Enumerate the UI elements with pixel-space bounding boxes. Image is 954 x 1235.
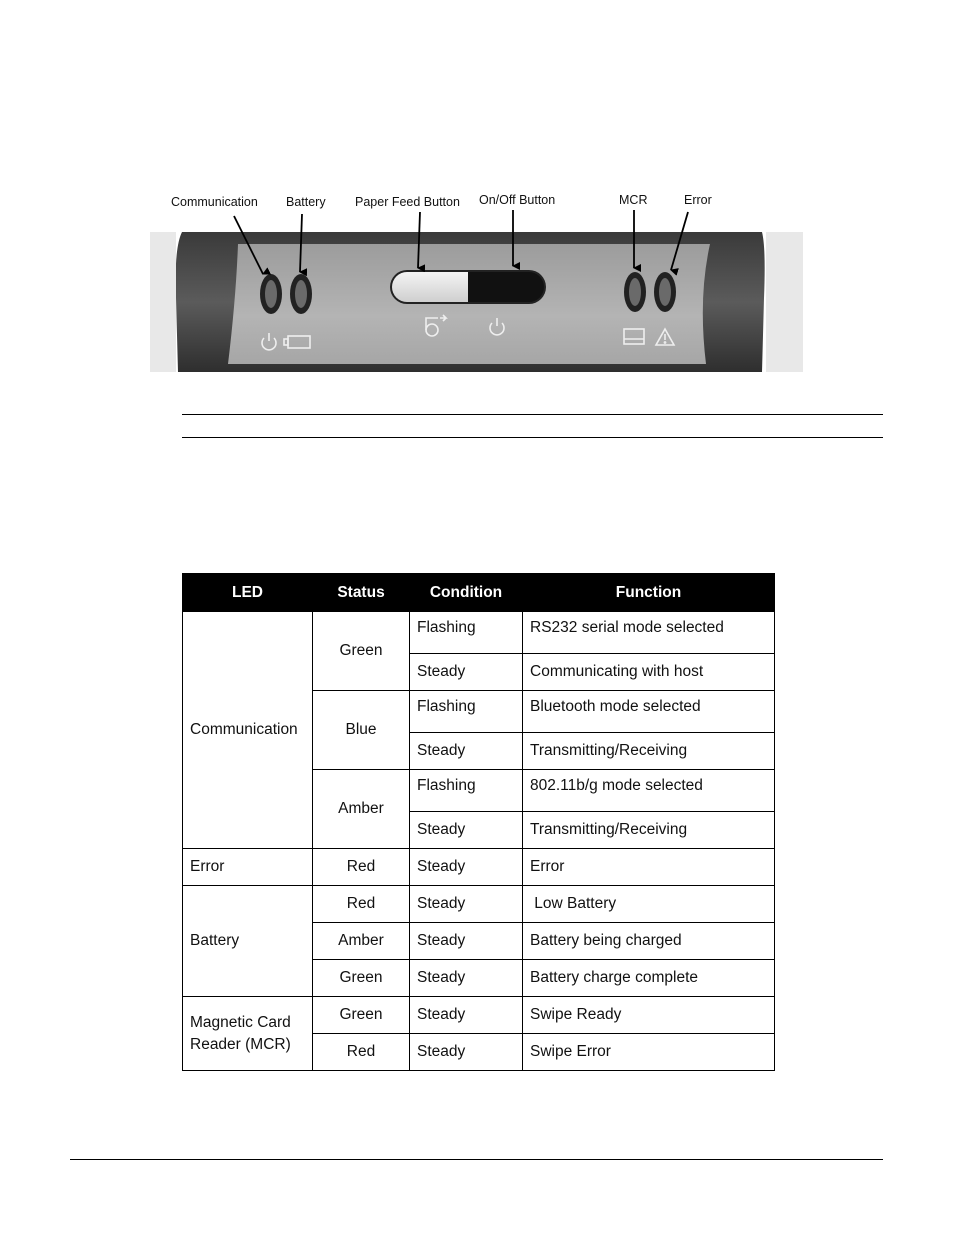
table-header-row — [183, 574, 775, 612]
caption-rule-top — [182, 414, 883, 415]
header-led: LED — [183, 574, 313, 612]
status-cell: Amber — [313, 770, 410, 849]
printer-panel-photo — [150, 188, 803, 372]
function-cell: Bluetooth mode selected — [523, 691, 775, 733]
condition-cell: Steady — [410, 733, 523, 770]
table-row — [183, 997, 775, 1034]
function-cell: Error — [523, 849, 775, 886]
table-row — [183, 849, 775, 886]
printer-control-panel-figure — [150, 188, 803, 372]
status-cell: Green — [313, 997, 410, 1034]
header-condition: Condition — [410, 574, 523, 612]
led-mcr-line1: Magnetic Card — [190, 1013, 291, 1031]
status-cell: Red — [313, 1034, 410, 1071]
function-cell: Battery being charged — [523, 923, 775, 960]
condition-cell: Flashing — [410, 691, 523, 733]
condition-cell: Steady — [410, 849, 523, 886]
led-status-table — [182, 573, 775, 1071]
header-function: Function — [523, 574, 775, 612]
callout-communication: Communication — [171, 195, 258, 209]
callout-error: Error — [684, 193, 712, 207]
header-status: Status — [313, 574, 410, 612]
condition-cell: Steady — [410, 886, 523, 923]
led-mcr — [183, 997, 313, 1071]
led-battery: Battery — [183, 886, 313, 997]
condition-cell: Steady — [410, 654, 523, 691]
function-cell: Transmitting/Receiving — [523, 733, 775, 770]
condition-cell: Steady — [410, 997, 523, 1034]
function-cell: Low Battery — [523, 886, 775, 923]
led-communication: Communication — [183, 612, 313, 849]
led-error: Error — [183, 849, 313, 886]
caption-rule-bottom — [182, 437, 883, 438]
led-mcr-line2: Reader (MCR) — [190, 1035, 291, 1053]
table-row — [183, 612, 775, 654]
footer-rule — [70, 1159, 883, 1160]
function-cell: Swipe Ready — [523, 997, 775, 1034]
callout-on-off: On/Off Button — [479, 193, 556, 207]
status-cell: Red — [313, 849, 410, 886]
status-cell: Red — [313, 886, 410, 923]
condition-cell: Steady — [410, 960, 523, 997]
table-row — [183, 886, 775, 923]
condition-cell: Steady — [410, 812, 523, 849]
status-cell: Green — [313, 960, 410, 997]
function-cell: Transmitting/Receiving — [523, 812, 775, 849]
function-cell: Swipe Error — [523, 1034, 775, 1071]
status-cell: Amber — [313, 923, 410, 960]
function-cell: RS232 serial mode selected — [523, 612, 775, 654]
function-cell: 802.11b/g mode selected — [523, 770, 775, 812]
status-cell: Green — [313, 612, 410, 691]
condition-cell: Flashing — [410, 612, 523, 654]
condition-cell: Steady — [410, 923, 523, 960]
function-cell: Battery charge complete — [523, 960, 775, 997]
condition-cell: Flashing — [410, 770, 523, 812]
callout-mcr: MCR — [619, 193, 648, 207]
condition-cell: Steady — [410, 1034, 523, 1071]
status-cell: Blue — [313, 691, 410, 770]
callout-paper-feed: Paper Feed Button — [355, 195, 460, 209]
callout-battery: Battery — [286, 195, 326, 209]
function-cell: Communicating with host — [523, 654, 775, 691]
